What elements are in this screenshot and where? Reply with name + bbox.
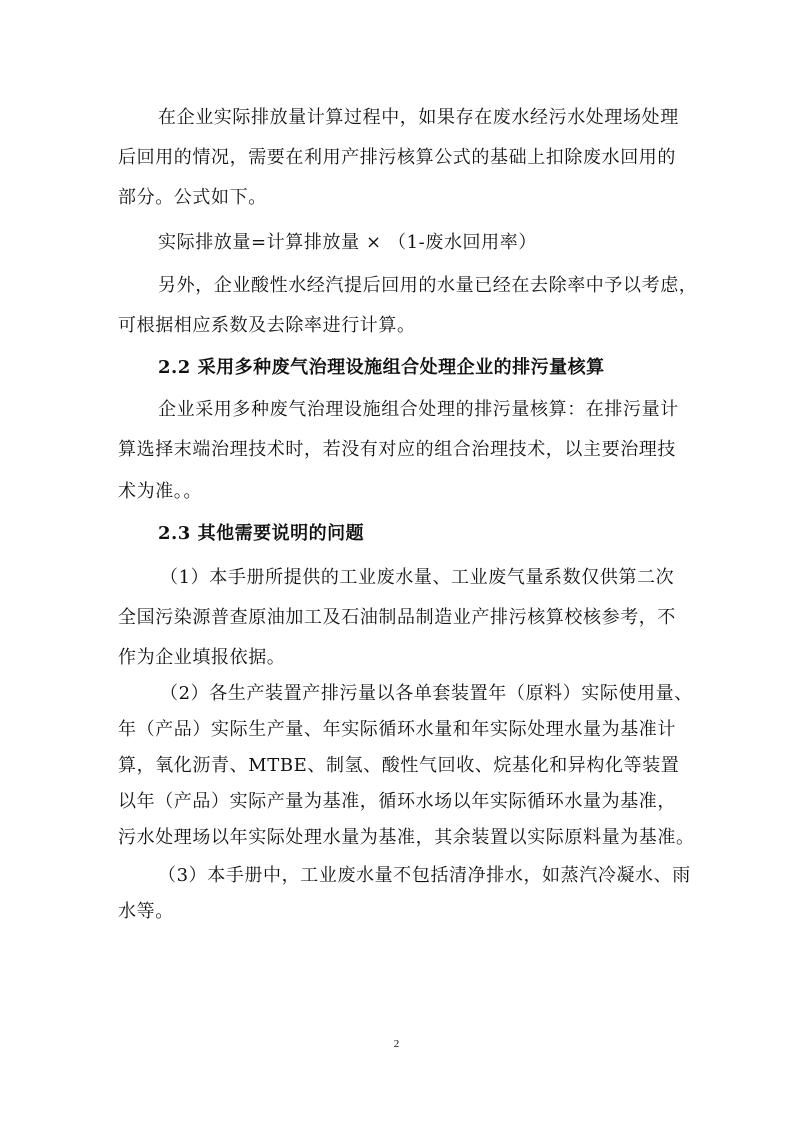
paragraph-line: （2）各生产装置产排污量以各单套装置年（原料）实际使用量、 — [160, 683, 693, 704]
paragraph-line: 术为准。。 — [118, 481, 202, 502]
paragraph-line: 算，氧化沥青、MTBE、制氢、酸性气回收、烷基化和异构化等装置 — [118, 755, 680, 776]
paragraph-line: 企业采用多种废气治理设施组合处理的排污量核算：在排污量计 — [158, 399, 679, 420]
paragraph-line: 在企业实际排放量计算过程中，如果存在废水经污水处理场处理 — [158, 107, 679, 128]
paragraph-line: 年（产品）实际生产量、年实际循环水量和年实际处理水量为基准计 — [118, 719, 676, 740]
paragraph-line: 部分。公式如下。 — [118, 187, 267, 208]
paragraph-line: 以年（产品）实际产量为基准，循环水场以年实际循环水量为基准， — [118, 791, 676, 812]
paragraph-line: 污水处理场以年实际处理水量为基准，其余装置以实际原料量为基准。 — [118, 827, 695, 848]
section-heading: 2.3 其他需要说明的问题 — [158, 523, 365, 544]
paragraph-line: 算选择末端治理技术时，若没有对应的组合治理技术，以主要治理技 — [118, 439, 676, 460]
formula-line: 实际排放量=计算排放量 × （1-废水回用率） — [158, 232, 537, 253]
paragraph-line: （1）本手册所提供的工业废水量、工业废气量系数仅供第二次 — [160, 567, 675, 588]
paragraph-line: 后回用的情况，需要在利用产排污核算公式的基础上扣除废水回用的 — [118, 147, 676, 168]
paragraph-line: 另外，企业酸性水经汽提后回用的水量已经在去除率中予以考虑， — [158, 275, 698, 296]
section-heading: 2.2 采用多种废气治理设施组合处理企业的排污量核算 — [158, 357, 605, 378]
paragraph-line: 作为企业填报依据。 — [118, 647, 286, 668]
paragraph-line: 水等。 — [118, 901, 174, 922]
paragraph-line: 全国污染源普查原油加工及石油制品制造业产排污核算校核参考，不 — [118, 607, 676, 628]
page-number: 2 — [393, 1038, 400, 1050]
paragraph-line: 可根据相应系数及去除率进行计算。 — [118, 315, 416, 336]
paragraph-line: （3）本手册中，工业废水量不包括清净排水，如蒸汽冷凝水、雨 — [158, 865, 691, 886]
